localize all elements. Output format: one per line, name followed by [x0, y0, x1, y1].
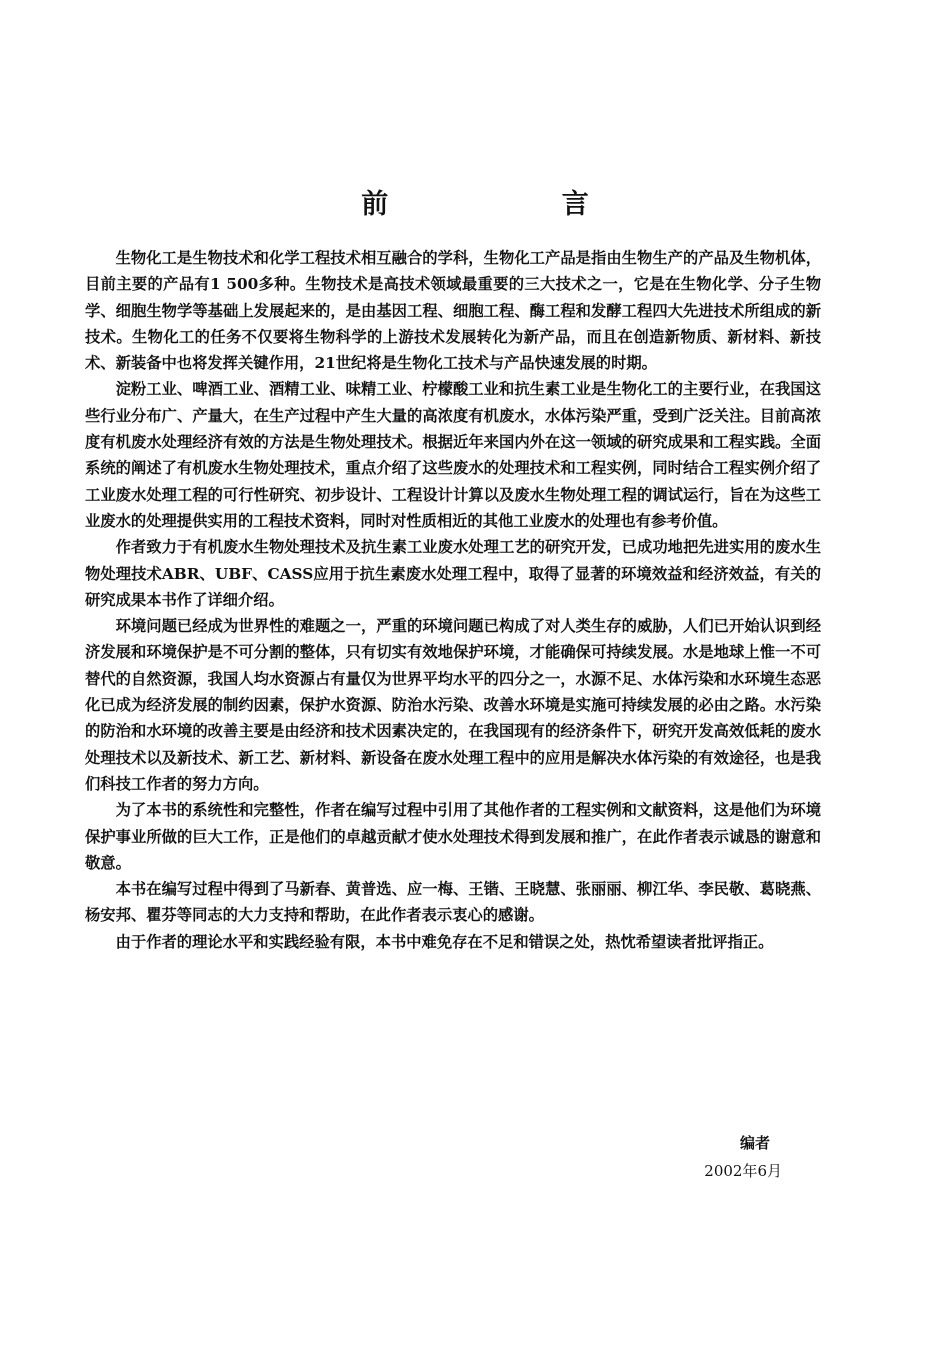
preface-date: 2002年6月 [704, 1162, 782, 1180]
paragraph-4: 环境问题已经成为世界性的难题之一，严重的环境问题已构成了对人类生存的威胁，人们已开始认识到经济发展和环境保护是不可分割的整体，只有切实有效地保护环境，才能确保可持续发展。水是地球上惟一不可替代的自然资源，我国人均水资源占有量仅为世界平均水平的四分之一，水源不足、水体污染和水环境生态恶化已成为经济发展的制约因素，保护水资源、防治水污染、改善水环境是实施可持续发展的必由之路。水污染的防治和水环境的改善主要是由经济和技术因素决定的，在我国现有的经济条件下，研究开发高效低耗的废水处理技术以及新技术、新工艺、新材料、新设备在废水处理工程中的应用是解决水体污染的有效途径，也是我们科技工作者的努力方向。 [85, 617, 821, 793]
paragraph-6: 本书在编写过程中得到了马新春、黄普选、应一梅、王锴、王晓慧、张丽丽、柳江华、李民敬、葛晓燕、杨安邦、瞿芬等同志的大力支持和帮助，在此作者表示衷心的感谢。 [85, 880, 821, 925]
paragraph-2: 淀粉工业、啤酒工业、酒精工业、味精工业、柠檬酸工业和抗生素工业是生物化工的主要行业，在我国这些行业分布广、产量大，在生产过程中产生大量的高浓度有机废水，水体污染严重，受到广泛关注。目前高浓度有机废水处理经济有效的方法是生物处理技术。根据近年来国内外在这一领域的研究成果和工程实践。全面系统的阐述了有机废水生物处理技术，重点介绍了这些废水的处理技术和工程实例，同时结合工程实例介绍了工业废水处理工程的可行性研究、初步设计、工程设计计算以及废水生物处理工程的调试运行，旨在为这些工业废水的处理提供实用的工程技术资料，同时对性质相近的其他工业废水的处理也有参考价值。 [85, 380, 821, 530]
paragraph-3: 作者致力于有机废水生物处理技术及抗生素工业废水处理工艺的研究开发，已成功地把先进实用的废水生物处理技术ABR、UBF、CASS应用于抗生素废水处理工程中，取得了显著的环境效益和经济效益，有关的研究成果本书作了详细介绍。 [85, 538, 821, 609]
author-signature: 编者 [739, 1134, 770, 1152]
page-title: 前 言 [361, 189, 671, 220]
paragraph-7: 由于作者的理论水平和实践经验有限，本书中难免存在不足和错误之处，热忱希望读者批评指正。 [115, 932, 774, 951]
paragraph-1: 生物化工是生物技术和化学工程技术相互融合的学科，生物化工产品是指由生物生产的产品及生物机体，目前主要的产品有1 500多种。生物技术是高技术领域最重要的三大技术之一，它是在生物化学、分子生物学、细胞生物学等基础上发展起来的，是由基因工程、细胞工程、酶工程和发酵工程四大先进技术所组成的新技术。生物化工的任务不仅要将生物科学的上游技术发展转化为新产品，而且在创造新物质、新材料、新技术、新装备中也将发挥关键作用，21世纪将是生物化工技术与产品快速发展的时期。 [85, 249, 821, 373]
preface-body [85, 245, 821, 955]
paragraph-5: 为了本书的系统性和完整性，作者在编写过程中引用了其他作者的工程实例和文献资料，这是他们为环境保护事业所做的巨大工作，正是他们的卓越贡献才使水处理技术得到发展和推广，在此作者表示诚恳的谢意和敬意。 [85, 801, 821, 872]
